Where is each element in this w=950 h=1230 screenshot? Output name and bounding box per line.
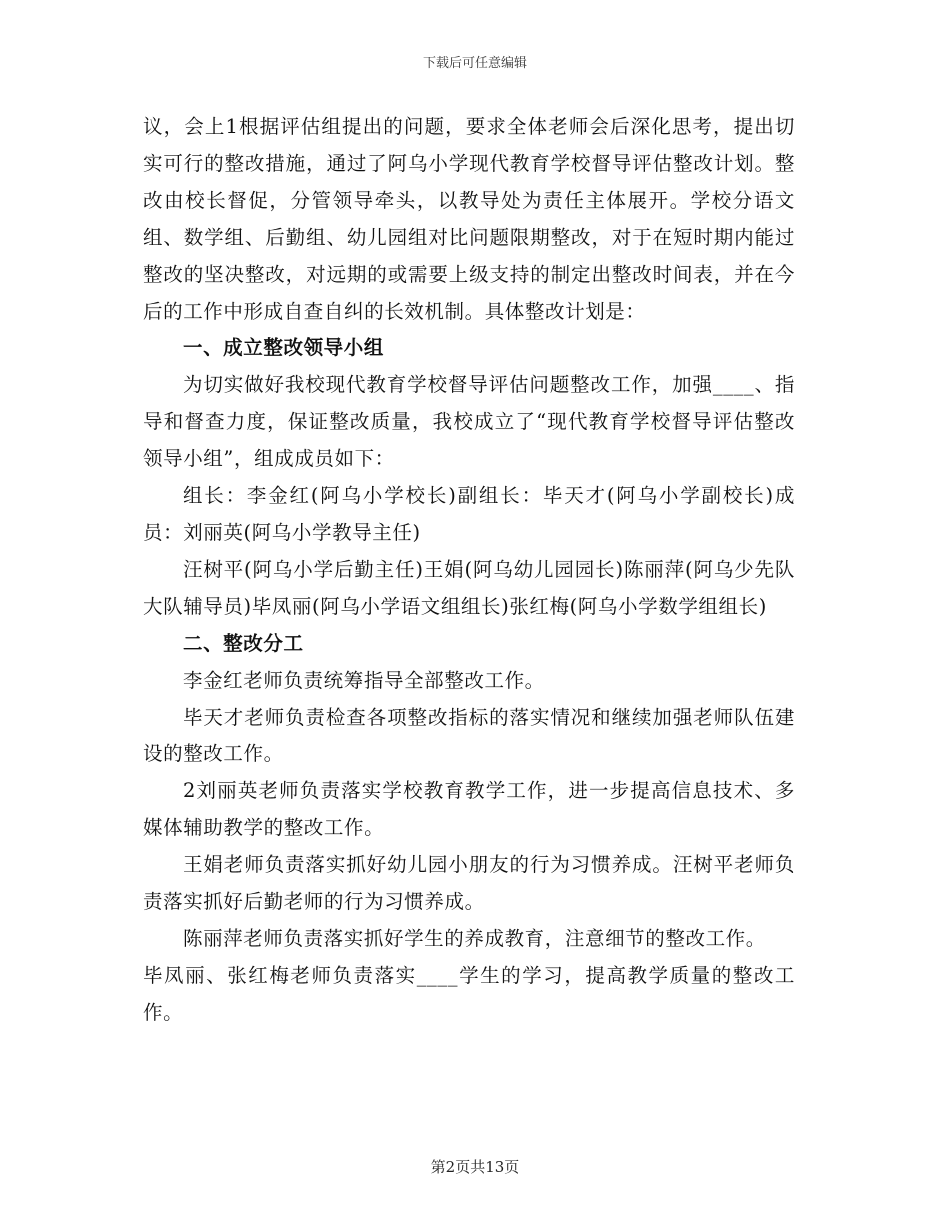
paragraph-intro: 议，会上1根据评估组提出的问题，要求全体老师会后深化思考，提出切实可行的整改措施，通过了阿乌小学现代教育学校督导评估整改计划。整改由校长督促，分管领导牵头，以教导处为责任主体展开。学校分语文组、数学组、后勤组、幼儿园组对比问题限期整改，对于在短时期内能过整改的坚决整改，对远期的或需要上级支持的制定出整改时间表，并在今后的工作中形成自查自纠的长效机制。具体整改计划是： [143, 115, 795, 323]
paragraph-duty-wang: 王娟老师负责落实抓好幼儿园小朋友的行为习惯养成。汪树平老师负责落实抓好后勤老师的行为习惯养成。 [143, 853, 795, 914]
paragraph-group-purpose: 为切实做好我校现代教育学校督导评估问题整改工作，加强____、指导和督查力度，保证整改质量，我校成立了“现代教育学校督导评估整改领导小组”，组成成员如下： [143, 373, 795, 471]
paragraph-duty-li: 李金红老师负责统筹指导全部整改工作。 [182, 668, 545, 692]
page-header: 下载后可任意编辑 [422, 56, 527, 71]
paragraph-duty-bi: 毕天才老师负责检查各项整改指标的落实情况和继续加强老师队伍建设的整改工作。 [143, 705, 795, 766]
paragraph-duty-bi-zhang: 毕凤丽、张红梅老师负责落实____学生的学习，提高教学质量的整改工作。 [143, 963, 795, 1024]
section-heading-1: 一、成立整改领导小组 [182, 336, 384, 360]
paragraph-group-members: 汪树平(阿乌小学后勤主任)王娟(阿乌幼儿园园长)陈丽萍(阿乌少先队大队辅导员)毕凤丽(阿乌小学语文组组长)张红梅(阿乌小学数学组组长) [143, 557, 795, 618]
document-body [143, 109, 795, 1032]
paragraph-duty-liu: 2刘丽英老师负责落实学校教育教学工作，进一步提高信息技术、多媒体辅助教学的整改工作。 [143, 779, 795, 840]
page-footer: 第2页共13页 [430, 1158, 520, 1176]
paragraph-group-leaders: 组长：李金红(阿乌小学校长)副组长：毕天才(阿乌小学副校长)成员：刘丽英(阿乌小学教导主任) [143, 484, 795, 544]
paragraph-duty-chen: 陈丽萍老师负责落实抓好学生的养成教育，注意细节的整改工作。 [182, 926, 766, 950]
section-heading-2: 二、整改分工 [182, 631, 304, 655]
